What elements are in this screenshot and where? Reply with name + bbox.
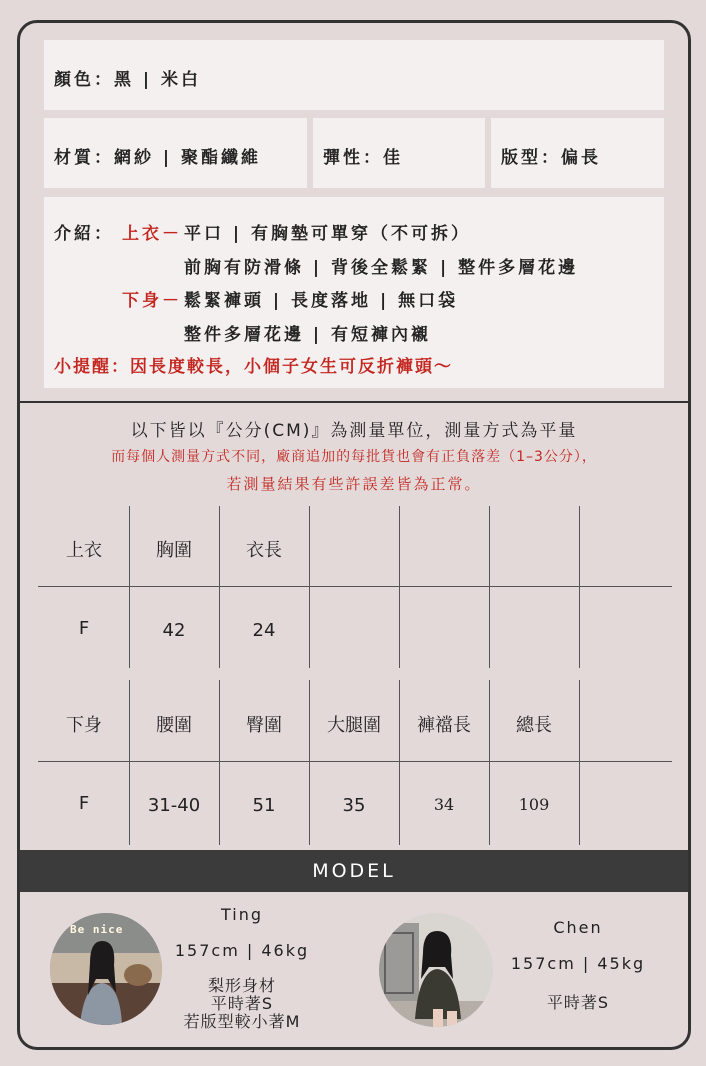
model-ting-name: Ting: [220, 905, 264, 924]
intro-top-line2: 前胸有防滑條 | 背後全鬆緊 | 整件多層花邊: [184, 258, 579, 278]
measure-line1: 以下皆以『公分(CM)』為測量單位，測量方式為平量: [130, 421, 578, 441]
model-ting-note: 若版型較小著M: [183, 1012, 301, 1031]
bottom-header-waist: 腰圍: [156, 715, 192, 736]
bottom-row-waist: 31-40: [147, 795, 201, 816]
color-box: [44, 40, 664, 110]
size-info-card: [17, 20, 691, 1050]
intro-bottom-line2: 整件多層花邊 | 有短褲內襯: [184, 325, 432, 345]
bottom-table-vline: [579, 680, 580, 845]
top-table-vline: [579, 506, 580, 668]
measure-line3: 若測量結果有些許誤差皆為正常。: [226, 475, 482, 493]
top-table-vline: [129, 506, 130, 668]
bottom-row-rise: 34: [433, 795, 455, 814]
elasticity-box: [313, 118, 485, 188]
color-text: 顏色：黑 | 米白: [54, 70, 202, 90]
model-chen-stats: 157cm | 45kg: [510, 954, 646, 973]
top-table-vline: [309, 506, 310, 668]
top-row-size: F: [78, 618, 90, 639]
bottom-row-size: F: [78, 793, 90, 814]
section-divider: [20, 401, 688, 403]
bottom-header-total: 總長: [516, 715, 552, 736]
bottom-row-total: 109: [518, 795, 550, 814]
fit-box: [491, 118, 664, 188]
top-header-chest: 胸圍: [156, 540, 192, 561]
top-table-vline: [219, 506, 220, 668]
elasticity-text: 彈性：佳: [323, 148, 403, 168]
model-section-header: MODEL: [20, 850, 688, 892]
top-table-hline: [38, 586, 672, 587]
intro-top-line1: 平口 | 有胸墊可單穿（不可拆）: [184, 224, 472, 244]
model-chen-note: 平時著S: [546, 993, 610, 1012]
model-chen-photo: [379, 913, 493, 1027]
top-table-vline: [399, 506, 400, 668]
bottom-table-vline: [399, 680, 400, 845]
bottom-header-hip: 臀圍: [246, 715, 282, 736]
model-ting-note: 平時著S: [210, 994, 274, 1013]
intro-bottom-label: 下身－: [122, 291, 182, 311]
fit-text: 版型：偏長: [501, 148, 601, 168]
model-ting-stats: 157cm | 46kg: [174, 941, 310, 960]
top-header-label: 上衣: [66, 540, 102, 561]
model-ting-photo-sign: Be nice: [70, 923, 124, 936]
intro-bottom-line1: 鬆緊褲頭 | 長度落地 | 無口袋: [184, 291, 459, 311]
bottom-table-vline: [309, 680, 310, 845]
bottom-row-hip: 51: [252, 795, 276, 816]
model-chen-photo-art: [379, 913, 493, 1027]
material-box: [44, 118, 307, 188]
intro-reminder: 小提醒：因長度較長，小個子女生可反折褲頭～: [54, 357, 453, 377]
bottom-table-hline: [38, 761, 672, 762]
model-ting-photo: [50, 913, 162, 1025]
bottom-header-rise: 褲襠長: [417, 715, 471, 736]
intro-box: [44, 197, 664, 388]
bottom-table-vline: [129, 680, 130, 845]
intro-top-label: 上衣－: [122, 224, 182, 244]
top-header-length: 衣長: [246, 540, 282, 561]
bottom-table-vline: [219, 680, 220, 845]
measure-line2: 而每個人測量方式不同，廠商追加的每批貨也會有正負落差（1–3公分），: [111, 449, 597, 465]
top-table-vline: [489, 506, 490, 668]
model-chen-name: Chen: [553, 918, 603, 937]
model-ting-note: 梨形身材: [207, 976, 276, 995]
intro-label: 介紹：: [54, 224, 114, 244]
bottom-header-thigh: 大腿圍: [327, 715, 381, 736]
top-row-chest: 42: [162, 620, 186, 641]
top-row-length: 24: [252, 620, 276, 641]
bottom-header-label: 下身: [66, 715, 102, 736]
bottom-row-thigh: 35: [342, 795, 366, 816]
bottom-table-vline: [489, 680, 490, 845]
material-text: 材質：網紗 | 聚酯纖維: [54, 148, 262, 168]
